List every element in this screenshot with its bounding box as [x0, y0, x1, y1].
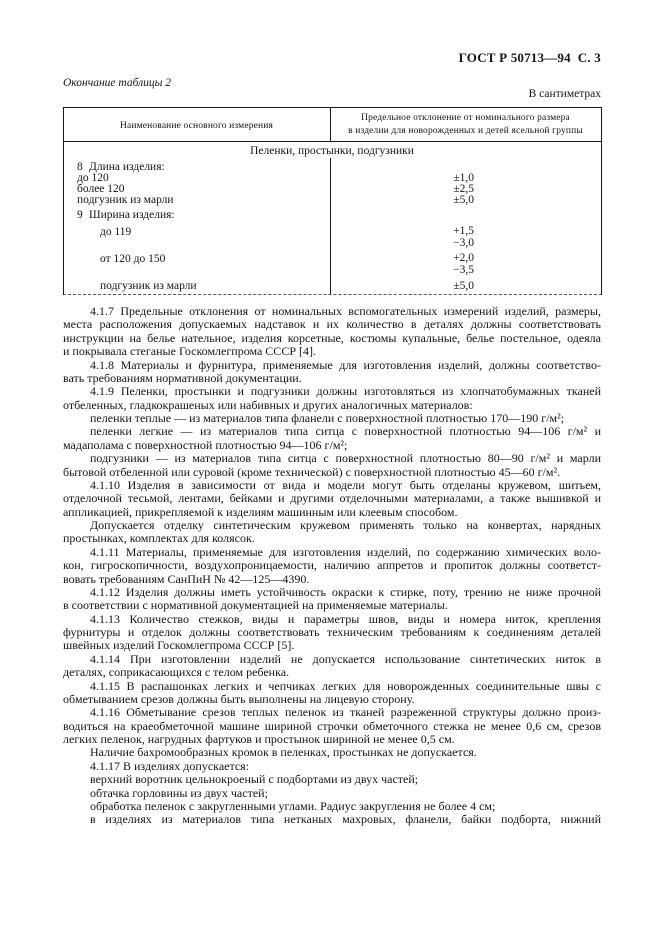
row-name: подгузник из марли: [77, 194, 174, 206]
text-line: 4.1.12 Изделия должны иметь устойчивость окраски к стирке, поту, трению не ниже прочной: [90, 585, 601, 599]
text-line: пеленки легкие — из материалов типа ситца с поверхностной плотностью 94—106 г/м² и: [90, 425, 601, 439]
text-line: 4.1.10 Изделия в зависимости от вида и модели могут быть отделаны кружевом, шитьем,: [90, 478, 601, 492]
text-line: 4.1.9 Пеленки, простынки и подгузники должны изготовляться из хлопчатобумажных тканей: [90, 385, 601, 399]
text-line: подгузники — из материалов типа ситца с поверхностной плотностью 80—90 г/м² и марли: [90, 452, 601, 466]
table-column-divider: [330, 158, 331, 294]
text-line: вовать требованиям СанПиН № 42—125—4390.: [63, 572, 310, 586]
text-line: места расположения допускаемых надставок и их количество в деталях должны соответствовать: [63, 318, 601, 332]
page-number: С. 3: [577, 50, 601, 65]
text-line: обработка пеленок с закругленными углами. Радиус закругления не более 4 см;: [90, 799, 496, 813]
text-line: легких пеленок, нагрудных фартуков и простынок шириной не менее 0,5 см.: [63, 733, 455, 746]
text-line: пеленки теплые — из материалов типа фланели с поверхностной плотностью 170—190 г/м²;: [90, 412, 565, 425]
paragraph: [63, 680, 601, 707]
column-header-tolerance-line: в изделии для новорожденных и детей ясельной группы: [348, 126, 583, 136]
row-tolerance: ±1,0: [453, 172, 474, 184]
group-number: 9: [77, 209, 83, 221]
row-tolerance: ±5,0: [453, 280, 474, 292]
running-header: [459, 50, 601, 66]
paragraph: [63, 479, 601, 519]
row-name: от 120 до 150: [100, 253, 166, 265]
group-title: Ширина изделия:: [89, 209, 175, 221]
text-line: Наличие бахромообразных кромок в пеленках, простынках не допускается.: [90, 746, 477, 760]
paragraph: [63, 773, 601, 786]
paragraph: [63, 746, 601, 759]
row-tolerance: ±5,0: [453, 194, 474, 206]
text-line: 4.1.14 При изготовлении изделий не допускается использование синтетических ниток в: [90, 652, 601, 666]
table-top-border: [63, 107, 602, 108]
row-tolerance: ±2,5: [453, 183, 474, 195]
table-caption: Окончание таблицы 2: [63, 77, 171, 89]
text-line: 4.1.8 Материалы и фурнитура, применяемые для изготовления изделий, должны соответство-: [90, 358, 601, 372]
body-text: [63, 305, 601, 827]
text-line: обтачка горловины из двух частей;: [90, 786, 268, 800]
text-line: 4.1.17 В изделиях допускается:: [90, 759, 250, 773]
text-line: обметыванием срезов должны быть выполнены на лицевую сторону.: [63, 692, 415, 706]
paragraph: [63, 385, 601, 412]
text-line: в изделиях из материалов типа нетканых махровых, фланели, байки подборта, нижний: [90, 813, 601, 827]
text-line: вать требованиям нормативной документации.: [63, 371, 302, 385]
standard-number: ГОСТ Р 50713—94: [458, 50, 571, 65]
row-tolerance-upper: +1,5: [453, 225, 474, 237]
table-section-title: Пеленки, простынки, подгузники: [250, 145, 414, 157]
paragraph: [63, 586, 601, 613]
column-header-tolerance-line: Предельное отклонение от номинального размера: [361, 113, 570, 123]
paragraph: [63, 359, 601, 386]
paragraph: [63, 653, 601, 680]
text-line: деталях, соприкасающихся с телом ребенка.: [63, 666, 290, 680]
paragraph: [63, 787, 601, 800]
column-header-measurement: Наименование основного измерения: [120, 121, 273, 131]
text-line: 4.1.15 В распашонках легких и чепчиках легких для новорожденных соединительные швы с: [90, 679, 601, 693]
table-header-border: [63, 141, 602, 142]
row-name: более 120: [77, 183, 125, 195]
row-name: до 119: [100, 226, 132, 238]
table-right-border: [601, 107, 602, 295]
text-line: аппликацией, прикрепляемой к изделиям машинным или клеевым способом.: [63, 505, 458, 519]
table-units: В сантиметрах: [528, 88, 601, 100]
text-line: 4.1.11 Материалы, применяемые для изготовления изделий, по содержанию химических воло-: [90, 545, 601, 559]
text-line: 4.1.7 Предельные отклонения от номинальных вспомогательных измерений изделий, размеры,: [90, 305, 601, 318]
paragraph: [63, 305, 601, 359]
text-line: в соответствии с нормативной документацией на применяемые материалы.: [63, 599, 448, 613]
table-left-border: [63, 107, 64, 295]
text-line: инструкции на белье нательное, изделия корсетные, костюмы купальные, белье постельное, одеяла: [63, 331, 601, 345]
text-line: швейных изделий Госкомлегпрома СССР [5].: [63, 639, 295, 653]
text-line: водиться на краеобметочной машине шириной строчки обметочного стежка не менее 0,6 см, срезов: [63, 719, 601, 733]
row-tolerance-lower: −3,0: [453, 237, 474, 249]
text-line: мадаполама с поверхностной плотностью 94—106 г/м²;: [63, 438, 348, 452]
paragraph: [63, 452, 601, 479]
text-line: 4.1.13 Количество стежков, виды и параметры швов, виды и номера ниток, крепления: [90, 612, 601, 626]
text-line: бытовой отбеленной или суровой (кроме технической) с поверхностной плотностью 45—60 г/м².: [63, 465, 561, 479]
paragraph: [63, 613, 601, 653]
text-line: верхний воротник цельнокроеный с подбортами из двух частей;: [90, 773, 419, 787]
text-line: простынках, комплектах для колясок.: [63, 532, 255, 546]
text-line: и покрывала стеганые Госкомлегпрома СССР [4].: [63, 345, 316, 359]
text-line: отделочной тесьмой, лентами, бейками и другими отделочными материалами, а также вышивкой и: [63, 492, 601, 506]
table-bottom-border: [63, 294, 602, 295]
row-tolerance-upper: +2,0: [453, 252, 474, 264]
paragraph: [63, 425, 601, 452]
group-number: 8: [77, 161, 83, 173]
paragraph: [63, 813, 601, 826]
paragraph: [63, 800, 601, 813]
text-line: фурнитуры и отделок должны соответствовать техническим требованиям к соединениям деталей: [63, 626, 601, 639]
text-line: отбеленных, гладкокрашеных или набивных и других аналогичных материалов:: [63, 398, 473, 412]
text-line: 4.1.16 Обметывание срезов теплых пеленок из тканей разреженной структуры должно произ-: [90, 706, 601, 720]
text-line: Допускается отделку синтетическим кружевом применять только на конвертах, нарядных: [90, 519, 601, 532]
row-name: до 120: [77, 172, 109, 184]
row-name: подгузник из марли: [100, 280, 197, 292]
group-title: Длина изделия:: [89, 161, 165, 173]
row-tolerance-lower: −3,5: [453, 264, 474, 276]
paragraph: [63, 706, 601, 746]
paragraph: [63, 519, 601, 546]
paragraph: [63, 412, 601, 425]
paragraph: [63, 760, 601, 773]
paragraph: [63, 546, 601, 586]
text-line: кон, гигроскопичности, воздухопроницаемости, наличию аппретов и пропиток должны соответст-: [63, 559, 601, 573]
